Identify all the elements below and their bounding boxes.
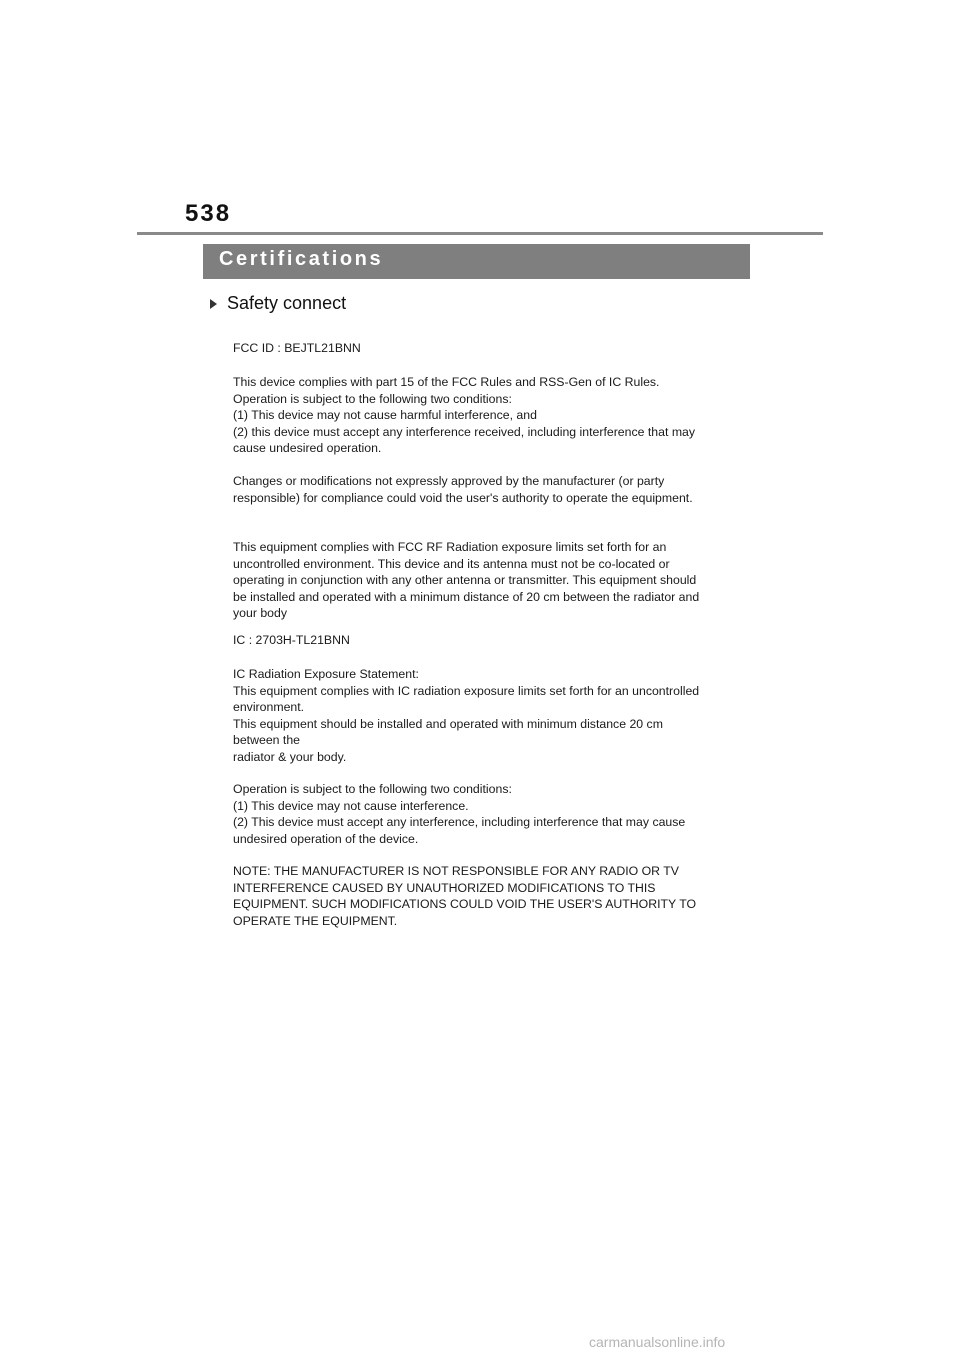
cert-line: Operation is subject to the following two conditions: (233, 782, 512, 796)
cert-paragraph (233, 374, 695, 457)
cert-paragraph (233, 632, 350, 649)
cert-line: EQUIPMENT. SUCH MODIFICATIONS COULD VOID THE USER'S AUTHORITY TO (233, 897, 697, 911)
triangle-bullet-icon (210, 299, 217, 309)
header-divider (137, 232, 823, 235)
cert-paragraph (233, 666, 699, 765)
cert-line: OPERATE THE EQUIPMENT. (233, 913, 398, 928)
cert-line: uncontrolled environment. This device and its antenna must not be co-located or (233, 556, 670, 571)
cert-line: (1) This device may not cause interference. (233, 798, 469, 813)
cert-line: This equipment should be installed and operated with minimum distance 20 cm (233, 716, 663, 731)
cert-paragraph (233, 781, 685, 847)
page-number: 538 (185, 200, 232, 227)
cert-line: FCC ID : BEJTL21BNN (233, 341, 361, 355)
section-header-bar (203, 244, 750, 279)
cert-paragraph (233, 539, 699, 622)
cert-line: (2) this device must accept any interference received, including interference that may (233, 424, 696, 439)
cert-line: between the (233, 733, 301, 747)
cert-line: cause undesired operation. (233, 441, 382, 455)
cert-paragraph (233, 863, 696, 929)
footer-watermark: carmanualsonline.info (589, 1334, 726, 1350)
cert-line: radiator & your body. (233, 749, 347, 764)
cert-line: This equipment complies with FCC RF Radiation exposure limits set forth for an (233, 540, 667, 554)
cert-line: This equipment complies with IC radiation exposure limits set forth for an uncontrolled (233, 683, 700, 698)
cert-paragraph (233, 340, 361, 357)
cert-line: be installed and operated with a minimum distance of 20 cm between the radiator and (233, 589, 700, 604)
cert-line: (1) This device may not cause harmful interference, and (233, 408, 537, 422)
cert-line: Changes or modifications not expressly approved by the manufacturer (or party (233, 474, 665, 488)
cert-line: IC : 2703H-TL21BNN (233, 633, 350, 647)
cert-line: operating in conjunction with any other antenna or transmitter. This equipment should (233, 573, 697, 587)
cert-line: environment. (233, 700, 305, 714)
cert-line: NOTE: THE MANUFACTURER IS NOT RESPONSIBLE FOR ANY RADIO OR TV (233, 864, 679, 878)
cert-line: responsible) for compliance could void the user's authority to operate the equipment. (233, 490, 693, 505)
cert-line: undesired operation of the device. (233, 831, 419, 846)
cert-line: IC Radiation Exposure Statement: (233, 667, 419, 681)
section-title: Certifications (219, 248, 384, 270)
cert-line: This device complies with part 15 of the FCC Rules and RSS-Gen of IC Rules. (233, 375, 660, 389)
cert-line: INTERFERENCE CAUSED BY UNAUTHORIZED MODIFICATIONS TO THIS (233, 880, 656, 895)
cert-line: (2) This device must accept any interference, including interference that may cause (233, 815, 686, 829)
cert-line: Operation is subject to the following two conditions: (233, 391, 512, 406)
cert-paragraph (233, 473, 693, 506)
cert-line: your body (233, 606, 288, 620)
subheading-label: Safety connect (227, 293, 347, 313)
subheading (210, 293, 346, 314)
